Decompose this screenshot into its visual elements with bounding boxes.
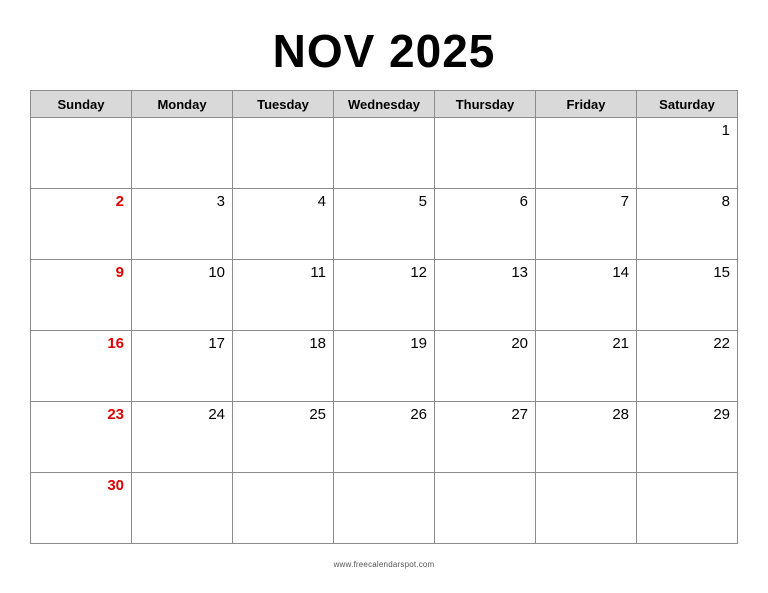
day-cell: 25 xyxy=(233,402,334,473)
day-cell: 28 xyxy=(536,402,637,473)
day-cell: 8 xyxy=(637,189,738,260)
day-cell xyxy=(334,118,435,189)
day-cell: 6 xyxy=(435,189,536,260)
day-cell: 4 xyxy=(233,189,334,260)
calendar-week-row xyxy=(31,189,738,260)
day-cell: 23 xyxy=(31,402,132,473)
weekday-header-tuesday: Tuesday xyxy=(233,91,334,118)
day-cell xyxy=(233,118,334,189)
calendar-week-row xyxy=(31,473,738,544)
weekday-header-saturday: Saturday xyxy=(637,91,738,118)
day-cell xyxy=(132,118,233,189)
calendar-body xyxy=(31,118,738,544)
day-cell xyxy=(233,473,334,544)
day-cell: 17 xyxy=(132,331,233,402)
day-cell: 29 xyxy=(637,402,738,473)
day-cell: 1 xyxy=(637,118,738,189)
day-cell: 27 xyxy=(435,402,536,473)
day-cell: 10 xyxy=(132,260,233,331)
calendar-week-row xyxy=(31,402,738,473)
weekday-header-row xyxy=(31,91,738,118)
day-cell xyxy=(637,473,738,544)
day-cell xyxy=(132,473,233,544)
day-cell xyxy=(31,118,132,189)
day-cell: 11 xyxy=(233,260,334,331)
day-cell xyxy=(435,118,536,189)
day-cell: 3 xyxy=(132,189,233,260)
day-cell: 12 xyxy=(334,260,435,331)
day-cell: 5 xyxy=(334,189,435,260)
weekday-header-sunday: Sunday xyxy=(31,91,132,118)
day-cell: 20 xyxy=(435,331,536,402)
day-cell: 19 xyxy=(334,331,435,402)
weekday-header-friday: Friday xyxy=(536,91,637,118)
weekday-header-thursday: Thursday xyxy=(435,91,536,118)
day-cell xyxy=(334,473,435,544)
day-cell: 24 xyxy=(132,402,233,473)
day-cell: 14 xyxy=(536,260,637,331)
day-cell: 26 xyxy=(334,402,435,473)
day-cell xyxy=(536,473,637,544)
day-cell: 13 xyxy=(435,260,536,331)
day-cell: 16 xyxy=(31,331,132,402)
page-title: NOV 2025 xyxy=(272,25,496,77)
day-cell: 7 xyxy=(536,189,637,260)
day-cell: 30 xyxy=(31,473,132,544)
weekday-header-monday: Monday xyxy=(132,91,233,118)
weekday-header-wednesday: Wednesday xyxy=(334,91,435,118)
calendar-header xyxy=(31,91,738,118)
day-cell: 22 xyxy=(637,331,738,402)
calendar-week-row xyxy=(31,118,738,189)
day-cell xyxy=(536,118,637,189)
day-cell xyxy=(435,473,536,544)
footer-source-text: www.freecalendarspot.com xyxy=(333,560,435,569)
calendar-grid xyxy=(30,90,738,544)
day-cell: 9 xyxy=(31,260,132,331)
calendar-week-row xyxy=(31,260,738,331)
day-cell: 15 xyxy=(637,260,738,331)
calendar-week-row xyxy=(31,331,738,402)
day-cell: 18 xyxy=(233,331,334,402)
day-cell: 21 xyxy=(536,331,637,402)
day-cell: 2 xyxy=(31,189,132,260)
